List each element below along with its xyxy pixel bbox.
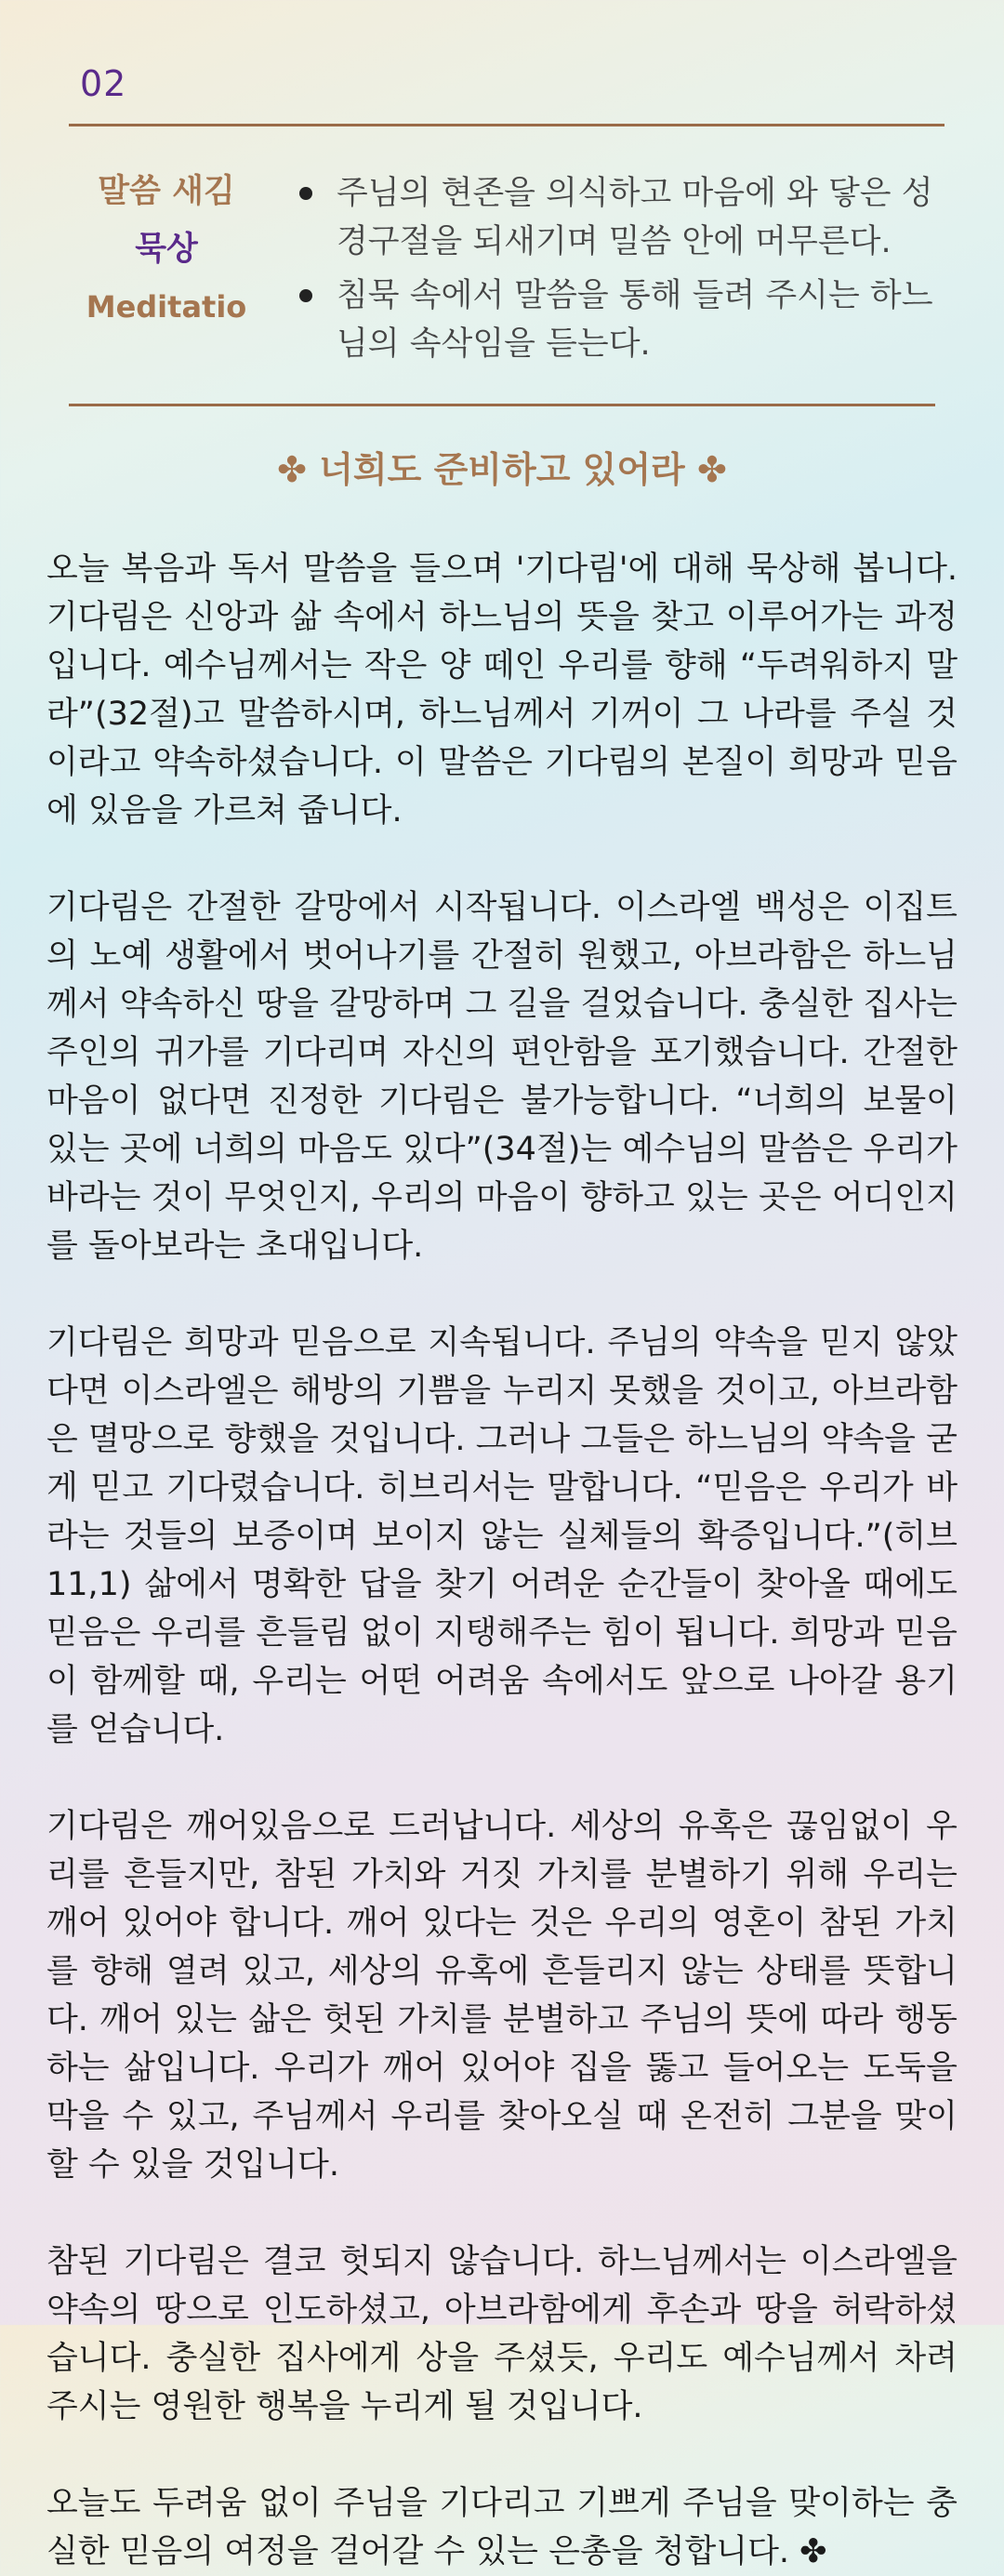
page-number: 02 <box>80 63 127 104</box>
body-paragraph: 기다림은 희망과 믿음으로 지속됩니다. 주님의 약속을 믿지 않았다면 이스라엘은 해방의 기쁨을 누리지 못했을 것이고, 아브라함은 멸망으로 향했을 것입니다. 그러나 그들은 하느님의 약속을 굳게 믿고 기다렸습니다. 히브리서는 말합니다. “믿음은 우리가 바라는 것들의 보증이며 보이지 않는 실체들의 확증입니다.”(히브 11,1) 삶에서 명확한 답을 찾기 어려운 순간들이 찾아올 때에도 믿음은 우리를 흔들림 없이 지탱해주는 힘이 됩니다. 희망과 믿음이 함께할 때, 우리는 어떤 어려움 속에서도 앞으로 나아갈 용기를 얻습니다. <box>46 1324 958 1748</box>
body-paragraph: 기다림은 깨어있음으로 드러납니다. 세상의 유혹은 끊임없이 우리를 흔들지만, 참된 가치와 거짓 가치를 분별하기 위해 우리는 깨어 있어야 합니다. 깨어 있다는 것은 우리의 영혼이 참된 가치를 향해 열려 있고, 세상의 유혹에 흔들리지 않는 상태를 뜻합니다. 깨어 있는 삶은 헛된 가치를 분별하고 주님의 뜻에 따라 행동하는 삶입니다. 우리가 깨어 있어야 집을 뚫고 들어오는 도둑을 막을 수 있고, 주님께서 우리를 찾아오실 때 온전히 그분을 맞이할 수 있을 것입니다. <box>46 1808 958 2184</box>
body-paragraph: 참된 기다림은 결코 헛되지 않습니다. 하느님께서는 이스라엘을 약속의 땅으로 인도하셨고, 아브라함에게 후손과 땅을 허락하셨습니다. 충실한 집사에게 상을 주셨듯, 우리도 예수님께서 차려 주시는 영원한 행복을 누리게 될 것입니다. <box>46 2243 958 2425</box>
body-paragraph: 오늘 복음과 독서 말씀을 들으며 '기다림'에 대해 묵상해 봅니다. 기다림은 신앙과 삶 속에서 하느님의 뜻을 찾고 이루어가는 과정입니다. 예수님께서는 작은 양 떼인 우리를 향해 “두려워하지 말라”(32절)고 말씀하시며, 하느님께서 기꺼이 그 나라를 주실 것이라고 약속하셨습니다. 이 말씀은 기다림의 본질이 희망과 믿음에 있음을 가르쳐 줍니다. <box>46 551 958 830</box>
stage-label-block <box>69 166 264 331</box>
guide-item: 침묵 속에서 말씀을 통해 들려 주시는 하느님의 속삭임을 듣는다. <box>296 272 937 368</box>
reflection-title: 너희도 준비하고 있어라 <box>319 449 685 490</box>
guide-item: 주님의 현존을 의식하고 마음에 와 닿은 성경구절을 되새기며 밀씀 안에 머무른다. <box>296 169 937 266</box>
reflection-body <box>46 545 958 2576</box>
stage-latin-label: Meditatio <box>86 289 247 325</box>
guide-list <box>296 169 937 374</box>
top-divider <box>69 124 945 126</box>
clover-ornament-icon: ✤ <box>697 449 727 490</box>
stage-korean-label: 말씀 새김 <box>98 173 235 210</box>
reflection-title-row <box>0 441 1004 492</box>
stage-subtitle: 묵상 <box>135 231 198 268</box>
body-paragraph: 기다림은 간절한 갈망에서 시작됩니다. 이스라엘 백성은 이집트의 노예 생활에서 벗어나기를 간절히 원했고, 아브라함은 하느님께서 약속하신 땅을 갈망하며 그 길을 걸었습니다. 충실한 집사는 주인의 귀가를 기다리며 자신의 편안함을 포기했습니다. 간절한 마음이 없다면 진정한 기다림은 불가능합니다. “너희의 보물이 있는 곳에 너희의 마음도 있다”(34절)는 예수님의 말씀은 우리가 바라는 것이 무엇인지, 우리의 마음이 향하고 있는 곳은 어디인지를 돌아보라는 초대입니다. <box>46 889 958 1265</box>
body-paragraph: 오늘도 두려움 없이 주님을 기다리고 기쁘게 주님을 맞이하는 충실한 믿음의 여정을 걸어갈 수 있는 은총을 청합니다. ✤ <box>46 2485 958 2570</box>
clover-ornament-icon: ✤ <box>277 449 307 490</box>
section-divider <box>69 404 935 406</box>
